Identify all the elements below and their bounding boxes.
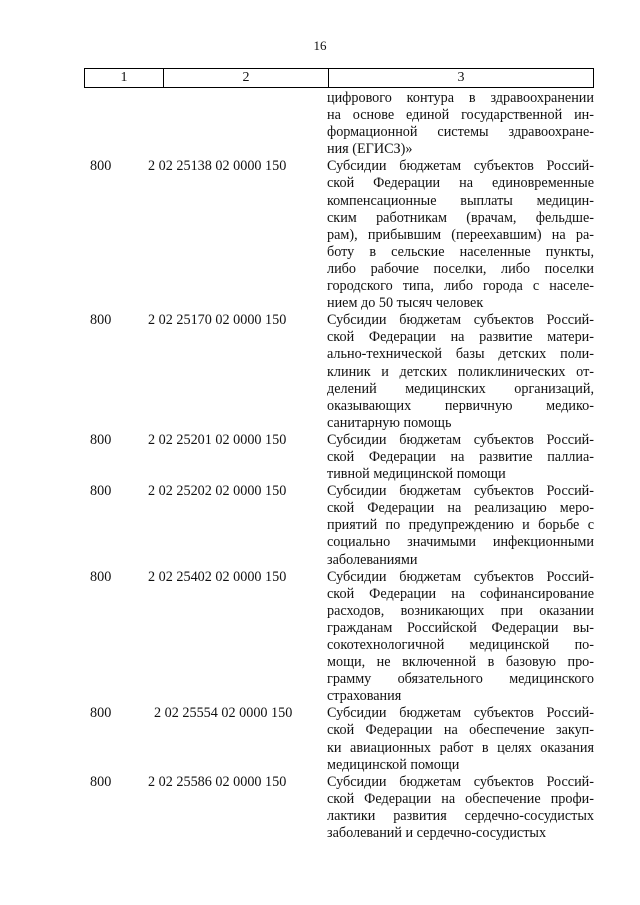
admin-code-cell xyxy=(84,90,134,158)
description-line: либо рабочие поселки, либо поселки xyxy=(327,260,594,277)
description-line: ской Федерации на реализацию меро- xyxy=(327,500,594,517)
description-line: санитарную помощь xyxy=(327,414,452,431)
description-cell xyxy=(327,774,594,842)
table-row xyxy=(84,774,594,842)
description-line: боту в сельские населенные пункты, xyxy=(327,243,594,260)
admin-code-cell: 800 xyxy=(90,158,112,175)
description-line: клиник и детских поликлинических от- xyxy=(327,363,594,380)
page-number: 16 xyxy=(313,38,327,53)
description-line: лактики развития сердечно-сосудистых xyxy=(327,807,594,824)
description-line: городского типа, либо города с населе- xyxy=(327,278,594,295)
header-column-3: 3 xyxy=(457,70,465,85)
description-line: Субсидии бюджетам субъектов Россий- xyxy=(327,431,594,448)
description-line: Субсидии бюджетам субъектов Россий- xyxy=(327,312,594,329)
table-row xyxy=(84,312,594,432)
description-line: компенсационные выплаты медицин- xyxy=(327,192,594,209)
description-cell xyxy=(327,158,594,312)
table-row-continuation xyxy=(84,90,594,158)
description-line: рам), прибывшим (переехавшим) на ра- xyxy=(327,226,594,243)
description-line: медицинской помощи xyxy=(327,756,460,773)
description-cell xyxy=(327,432,594,483)
budget-code-cell: 2 02 25170 02 0000 150 xyxy=(148,312,287,329)
description-line: Субсидии бюджетам субъектов Россий- xyxy=(327,568,594,585)
description-line: Субсидии бюджетам субъектов Россий- xyxy=(327,773,594,790)
description-line: гражданам Российской Федерации вы- xyxy=(327,619,594,636)
description-cell xyxy=(327,483,594,568)
table-row xyxy=(84,158,594,312)
description-line: делений медицинских организаций, xyxy=(327,380,594,397)
description-line: расходов, возникающих при оказании xyxy=(327,602,594,619)
description-line: цифрового контура в здравоохранении xyxy=(327,90,594,106)
budget-code-cell: 2 02 25586 02 0000 150 xyxy=(148,773,287,790)
description-line: мощи, не включенной в базовую про- xyxy=(327,654,594,671)
description-line: ской Федерации на софинансирование xyxy=(327,585,594,602)
description-line: на основе единой государственной ин- xyxy=(327,107,594,124)
budget-code-cell: 2 02 25402 02 0000 150 xyxy=(148,568,287,585)
description-line: Субсидии бюджетам субъектов Россий- xyxy=(327,483,594,500)
budget-code-cell: 2 02 25554 02 0000 150 xyxy=(154,705,293,722)
admin-code-cell: 800 xyxy=(90,773,112,790)
description-line: социально значимыми инфекционными xyxy=(327,534,594,551)
budget-code-cell: 2 02 25202 02 0000 150 xyxy=(148,483,287,500)
description-cell xyxy=(327,569,594,706)
table-header-row xyxy=(84,68,594,88)
description-line: страхования xyxy=(327,688,402,705)
budget-code-cell: 2 02 25138 02 0000 150 xyxy=(148,158,287,175)
description-line: ской Федерации на развитие матери- xyxy=(327,329,594,346)
header-column-1: 1 xyxy=(85,69,164,87)
description-line: ским работникам (врачам, фельдше- xyxy=(327,209,594,226)
admin-code-cell: 800 xyxy=(90,568,112,585)
header-column-2: 2 xyxy=(164,69,329,87)
description-cell xyxy=(327,312,594,432)
budget-code-cell xyxy=(134,90,327,158)
description-line: Субсидии бюджетам субъектов Россий- xyxy=(327,158,594,175)
description-line: заболеваниями xyxy=(327,551,418,568)
description-line: ния (ЕГИСЗ)» xyxy=(327,141,413,158)
description-line: ки авиационных работ в целях оказания xyxy=(327,739,594,756)
admin-code-cell: 800 xyxy=(90,312,112,329)
description-line: ально-технической базы детских поли- xyxy=(327,346,594,363)
table-body xyxy=(84,90,594,842)
description-line: приятий по предупреждению и борьбе с xyxy=(327,517,594,534)
admin-code-cell: 800 xyxy=(90,705,112,722)
table-row xyxy=(84,705,594,773)
table-row xyxy=(84,432,594,483)
description-line: сокотехнологичной медицинской по- xyxy=(327,637,594,653)
admin-code-cell: 800 xyxy=(90,483,112,500)
description-cell xyxy=(327,90,594,158)
description-line: заболеваний и сердечно-сосудистых xyxy=(327,825,547,842)
description-line: ской Федерации на единовременные xyxy=(327,175,594,192)
admin-code-cell: 800 xyxy=(90,431,112,448)
description-line: формационной системы здравоохране- xyxy=(327,124,594,141)
table-row xyxy=(84,569,594,706)
description-line: тивной медицинской помощи xyxy=(327,466,506,483)
description-line: ской Федерации на развитие паллиа- xyxy=(327,448,594,465)
description-line: Субсидии бюджетам субъектов Россий- xyxy=(327,705,594,722)
description-cell xyxy=(327,705,594,773)
description-line: ской Федерации на обеспечение закуп- xyxy=(327,722,594,739)
description-line: ской Федерации на обеспечение профи- xyxy=(327,790,594,807)
description-line: грамму обязательного медицинского xyxy=(327,671,594,688)
description-line: нием до 50 тысяч человек xyxy=(327,295,484,312)
table-row xyxy=(84,483,594,568)
description-line: оказывающих первичную медико- xyxy=(327,397,594,414)
budget-code-cell: 2 02 25201 02 0000 150 xyxy=(148,431,287,448)
